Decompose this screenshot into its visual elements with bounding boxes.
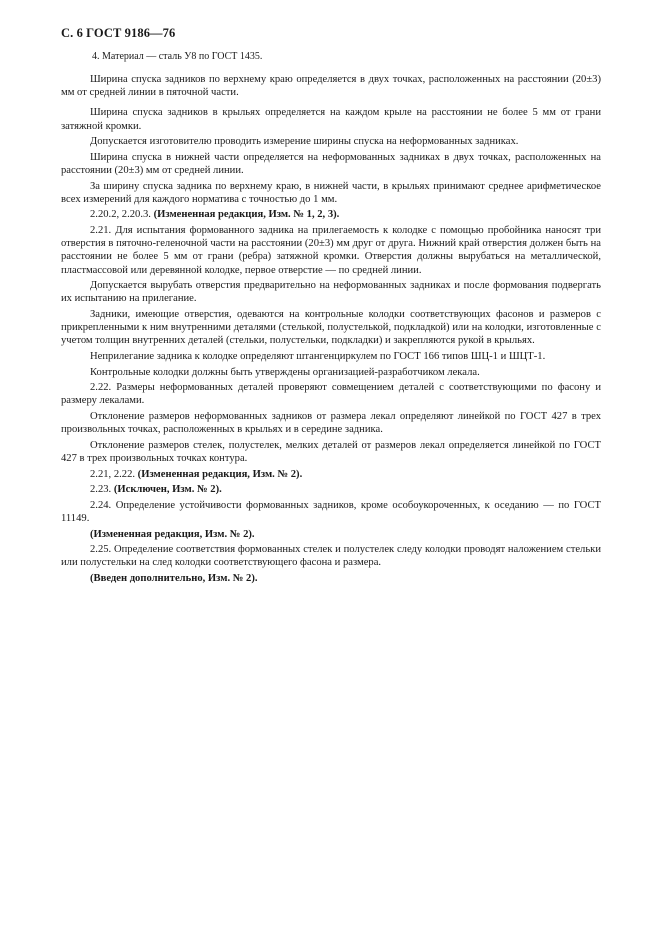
- paragraph: [61, 208, 601, 221]
- paragraph: [61, 528, 601, 541]
- amendment-note: (Исключен, Изм. № 2).: [113, 484, 222, 496]
- paragraph: [61, 543, 601, 569]
- paragraph-text: 2.21. Для испытания формованного задника на прилегаемость к колодке с помощью пробойника наносят три отверстия в пяточно-геленочной части на расстоянии (20±3) мм друг от друга. Нижний край отверстия должен быть на расстоянии не более 5 мм от грани (ребра) затяжной кромки. Отверстия должны вырубаться на металлической, пластмассовой или деревянной колодке, первое отверстие — по средней линии.: [61, 224, 601, 276]
- paragraph: [61, 73, 601, 99]
- paragraph: [61, 499, 601, 525]
- paragraph: [61, 572, 601, 585]
- paragraph: [61, 224, 601, 277]
- paragraph: [61, 366, 601, 379]
- paragraph-text: Допускается изготовителю проводить измерение ширины спуска на неформованных задниках.: [90, 136, 519, 148]
- paragraph-text: За ширину спуска задника по верхнему краю, в нижней части, в крыльях принимают среднее арифметическое всех измерений для каждого норматива с точностью до 1 мм.: [61, 180, 601, 205]
- paragraph: [61, 308, 601, 348]
- paragraph: [61, 106, 601, 132]
- amendment-note: (Измененная редакция, Изм. № 2).: [137, 468, 303, 480]
- paragraph-text: 2.25. Определение соответствия формованных стелек и полустелек следу колодки проводят наложением стельки или полустельки на след колодки соответствующего фасона и размера.: [61, 544, 601, 569]
- table-footnote: 4. Материал — сталь У8 по ГОСТ 1435.: [92, 51, 263, 62]
- paragraph-text: 2.24. Определение устойчивости формованных задников, кроме особоукороченных, к оседанию — по ГОСТ 11149.: [61, 499, 601, 524]
- amendment-note: (Измененная редакция, Изм. № 2).: [90, 528, 255, 540]
- paragraph: [61, 483, 601, 496]
- amendment-note: (Измененная редакция, Изм. № 1, 2, 3).: [153, 209, 340, 221]
- page-header: С. 6 ГОСТ 9186—76: [61, 26, 176, 40]
- paragraph-text: Отклонение размеров стелек, полустелек, мелких деталей от размеров лекал определяется линейкой по ГОСТ 427 в трех произвольных точках контура.: [61, 439, 601, 464]
- paragraph: [61, 350, 601, 363]
- paragraph: [61, 439, 601, 465]
- paragraph-text: Задники, имеющие отверстия, одеваются на контрольные колодки соответствующих фасонов и размеров с прикрепленными к ним внутренними деталями (стелькой, полустелькой, подкладкой) или на колодки, изготовленные с учетом толщин внутренних деталей (стельки, полустельки, подкладки) и закрепляются рукой в крыльях.: [61, 308, 601, 347]
- paragraph-text: 2.22. Размеры неформованных деталей проверяют совмещением деталей с соответствующими по фасону и размеру лекалами.: [61, 382, 601, 407]
- paragraph: [61, 151, 601, 177]
- paragraph: [61, 468, 601, 481]
- paragraph: [61, 410, 601, 436]
- paragraph-text: 2.23.: [90, 484, 114, 496]
- paragraph: [61, 279, 601, 305]
- paragraph-text: Ширина спуска задников в крыльях определяется на каждом крыле на расстоянии не более 5 мм от грани затяжной кромки.: [61, 107, 601, 132]
- paragraph: [61, 180, 601, 206]
- document-body: [61, 73, 601, 585]
- paragraph-text: Контрольные колодки должны быть утверждены организацией-разработчиком лекала.: [90, 366, 480, 378]
- paragraph-text: Неприлегание задника к колодке определяют штангенциркулем по ГОСТ 166 типов ШЦ-1 и ШЦТ-1.: [90, 350, 546, 362]
- paragraph: [61, 135, 601, 148]
- paragraph: [61, 381, 601, 407]
- paragraph-text: Допускается вырубать отверстия предварительно на неформованных задниках и после формования подвергать их испытанию на прилегание.: [61, 280, 601, 305]
- paragraph-text: Ширина спуска задников по верхнему краю определяется в двух точках, расположенных на расстоянии (20±3) мм от средней линии в пяточной части.: [61, 74, 601, 99]
- amendment-note: (Введен дополнительно, Изм. № 2).: [90, 572, 258, 584]
- paragraph-text: 2.20.2, 2.20.3.: [90, 209, 154, 221]
- paragraph-text: Отклонение размеров неформованных задников от размера лекал определяют линейкой по ГОСТ 427 в трех произвольных точках, расположенных в крыльях и в середине задника.: [61, 410, 601, 436]
- paragraph-text: Ширина спуска в нижней части определяется на неформованных задниках в двух точках, расположенных на расстоянии (20±3) мм от средней линии.: [61, 151, 601, 176]
- paragraph-text: 2.21, 2.22.: [90, 468, 138, 480]
